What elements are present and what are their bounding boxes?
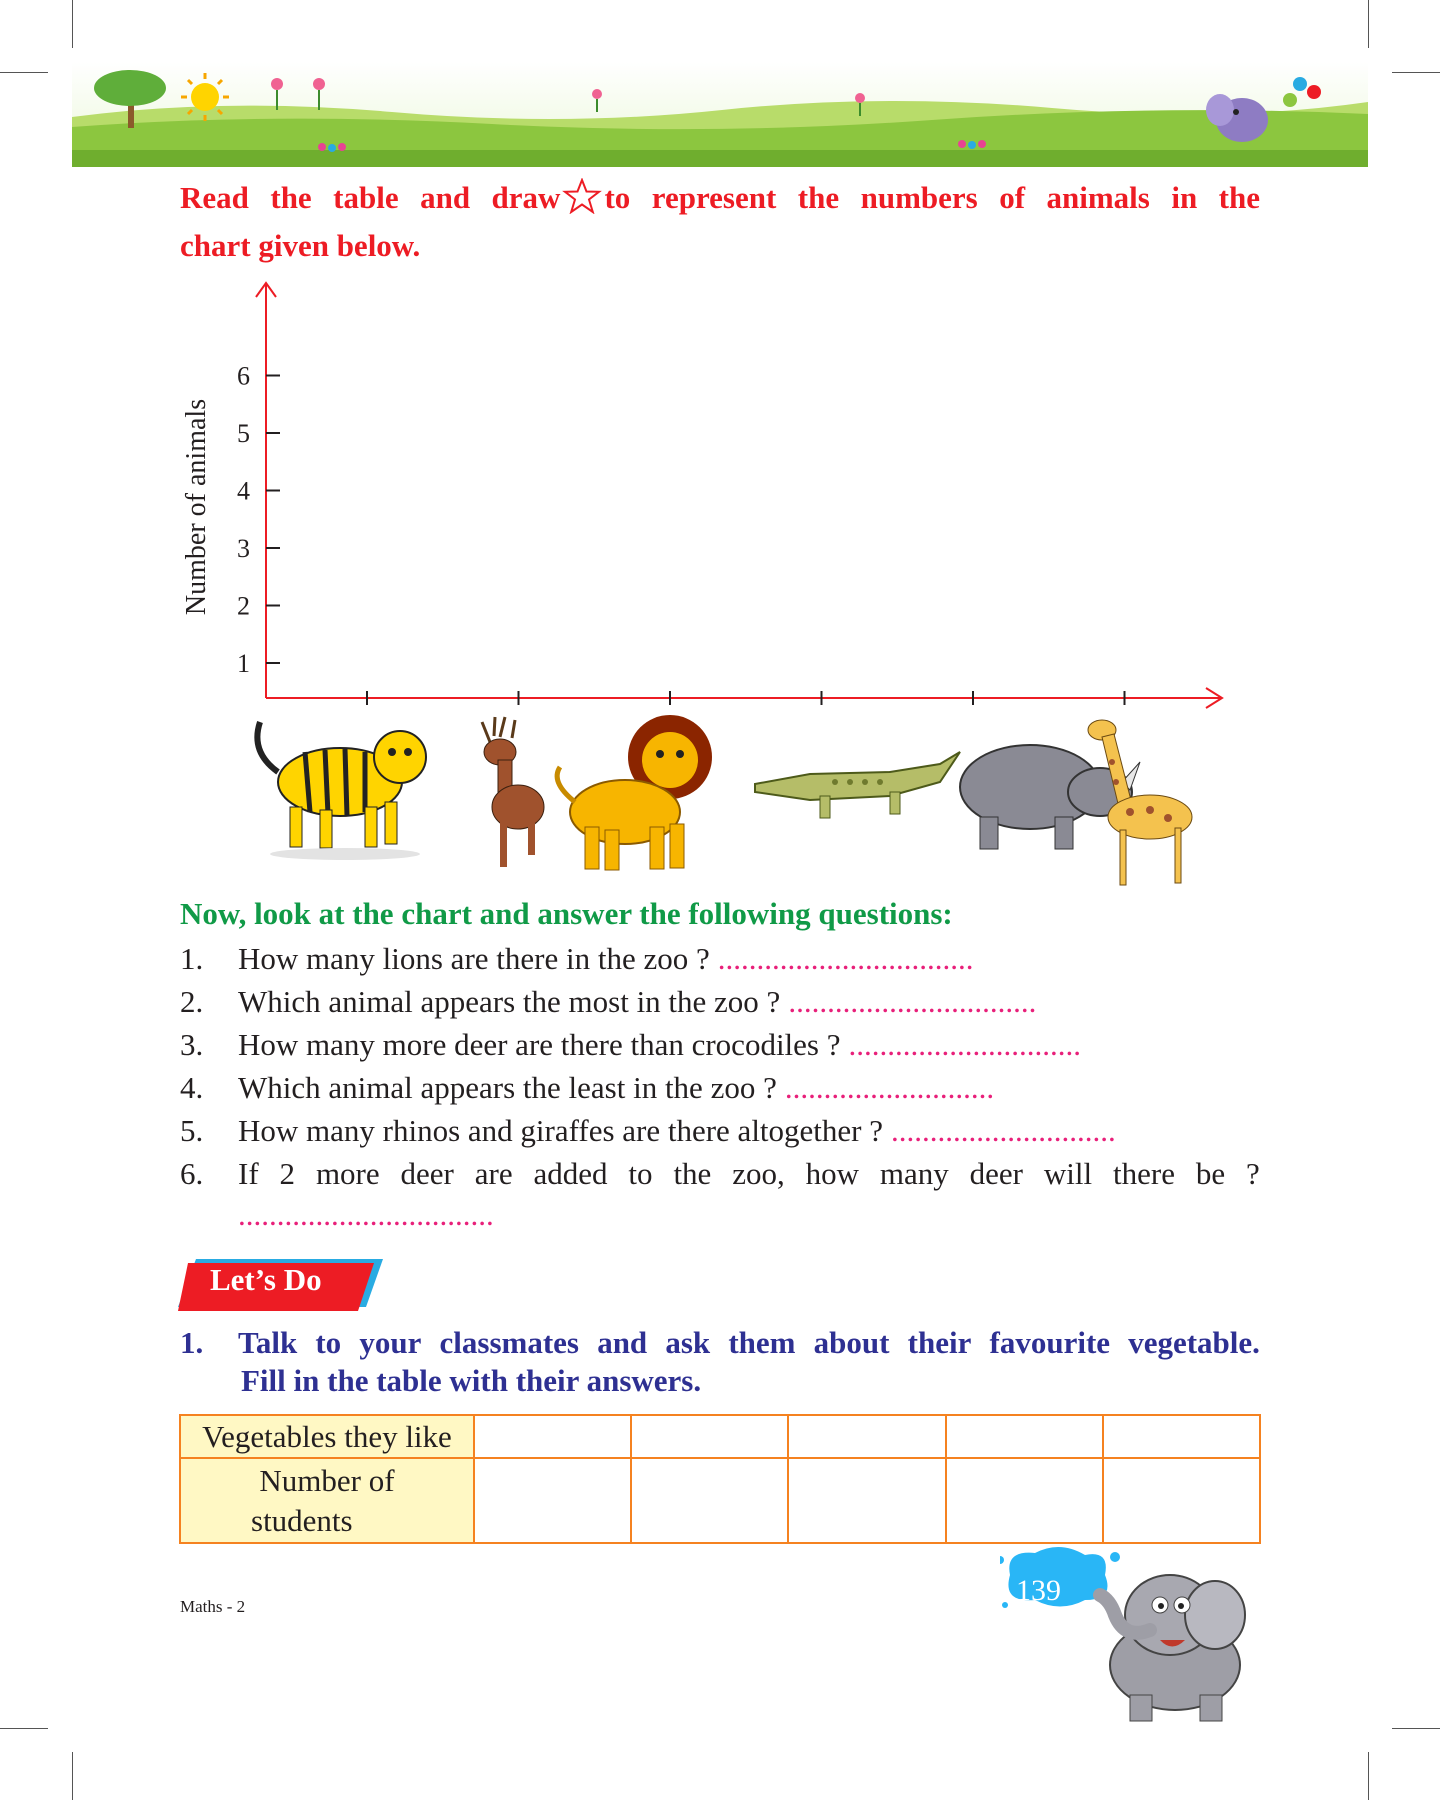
- word: deer: [400, 1156, 454, 1191]
- task-1: [180, 1324, 1260, 1400]
- word: and: [597, 1325, 648, 1360]
- table-cell[interactable]: [946, 1458, 1103, 1543]
- question-6: [180, 1152, 1260, 1195]
- question-2: [180, 980, 1260, 1023]
- question-number: 6.: [180, 1156, 204, 1191]
- answer-blank[interactable]: ...........................: [784, 1070, 995, 1105]
- word: the: [673, 1156, 712, 1191]
- lets-do-label: Let’s Do: [210, 1262, 322, 1297]
- word: about: [813, 1325, 890, 1360]
- answer-blank[interactable]: .............................: [891, 1113, 1116, 1148]
- tiger-picture: [257, 722, 426, 860]
- table-cell[interactable]: [946, 1415, 1103, 1458]
- crop-mark: [1392, 1728, 1440, 1729]
- question-number: 2.: [180, 984, 204, 1019]
- row-label-line-2: students: [251, 1502, 353, 1538]
- footer-book-title: Maths - 2: [180, 1597, 246, 1616]
- question-text: Which animal appears the least in the zoo ?: [238, 1070, 777, 1105]
- y-tick-label: 5: [237, 419, 250, 448]
- word: be: [1195, 1156, 1226, 1191]
- word: your: [359, 1325, 422, 1360]
- word: Talk: [238, 1325, 298, 1360]
- vegetable-table: [179, 1414, 1261, 1544]
- table-cell[interactable]: [474, 1415, 631, 1458]
- task-number: 1.: [180, 1325, 204, 1360]
- row-label-line-1: Number of: [259, 1462, 395, 1498]
- word: 2: [279, 1156, 296, 1191]
- word: there: [1113, 1156, 1175, 1191]
- word: their: [907, 1325, 972, 1360]
- crop-mark: [1368, 1752, 1369, 1800]
- word: to: [628, 1156, 653, 1191]
- question-text: How many more deer are there than crocodiles ?: [238, 1027, 841, 1062]
- word: many: [879, 1156, 949, 1191]
- instruction-part1: Read the table and draw: [180, 180, 561, 215]
- instruction-line-1: [180, 172, 1260, 224]
- word: to: [315, 1325, 342, 1360]
- y-axis-label: Number of animals: [181, 398, 212, 616]
- word: how: [805, 1156, 859, 1191]
- answer-blank[interactable]: ................................: [788, 984, 1037, 1019]
- word: classmates: [439, 1325, 580, 1360]
- word: zoo,: [732, 1156, 785, 1191]
- word: added: [533, 1156, 608, 1191]
- word: If: [238, 1156, 259, 1191]
- y-tick-label: 2: [237, 591, 250, 621]
- question-text: How many lions are there in the zoo ?: [238, 941, 710, 976]
- question-text: [238, 1152, 1260, 1195]
- animal-pictures: [250, 712, 1240, 892]
- word: more: [315, 1156, 380, 1191]
- answer-blank[interactable]: .................................: [717, 941, 974, 976]
- question-list: [180, 937, 1260, 1195]
- question-3: [180, 1023, 1260, 1066]
- table-cell[interactable]: [1103, 1458, 1260, 1543]
- question-number: 3.: [180, 1027, 204, 1062]
- crop-mark: [1392, 72, 1440, 73]
- question-text: How many rhinos and giraffes are there altogether ?: [238, 1113, 884, 1148]
- table-row: [180, 1415, 1260, 1458]
- word: favourite: [989, 1325, 1111, 1360]
- question-5: [180, 1109, 1260, 1152]
- word: will: [1043, 1156, 1093, 1191]
- y-tick-label: 3: [237, 534, 250, 563]
- question-1: [180, 937, 1260, 980]
- y-tick-label: 1: [237, 649, 250, 678]
- task-line-2: Fill in the table with their answers.: [241, 1363, 702, 1398]
- pictograph-chart: [170, 275, 1250, 715]
- crop-mark: [72, 0, 73, 48]
- instruction-part2: to represent the numbers of animals in the: [604, 180, 1260, 215]
- table-cell[interactable]: [631, 1415, 788, 1458]
- task-line-1: [238, 1324, 1260, 1362]
- lion-picture: [557, 715, 712, 870]
- elephant-mascot: [1000, 1545, 1270, 1725]
- crop-mark: [72, 1752, 73, 1800]
- row-label-vegetables: Vegetables they like: [180, 1415, 474, 1458]
- y-tick-label: 4: [237, 476, 250, 506]
- question-text: Which animal appears the most in the zoo ?: [238, 984, 781, 1019]
- word: ask: [665, 1325, 711, 1360]
- star-icon: [562, 178, 602, 214]
- crop-mark: [1368, 0, 1369, 48]
- word: vegetable.: [1128, 1325, 1260, 1360]
- table-cell[interactable]: [474, 1458, 631, 1543]
- table-cell[interactable]: [788, 1458, 945, 1543]
- table-cell[interactable]: [1103, 1415, 1260, 1458]
- question-number: 5.: [180, 1113, 204, 1148]
- header-banner: [72, 62, 1368, 167]
- crocodile-picture: [755, 752, 960, 818]
- page-number: 139: [1016, 1574, 1061, 1607]
- question-number: 4.: [180, 1070, 204, 1105]
- question-4: [180, 1066, 1260, 1109]
- questions-heading: Now, look at the chart and answer the following questions:: [180, 896, 953, 931]
- crop-mark: [0, 1728, 48, 1729]
- word: deer: [969, 1156, 1023, 1191]
- table-cell[interactable]: [788, 1415, 945, 1458]
- crop-mark: [0, 72, 48, 73]
- word: are: [474, 1156, 513, 1191]
- answer-blank[interactable]: ..............................: [848, 1027, 1082, 1062]
- deer-picture: [482, 717, 544, 867]
- answer-blank[interactable]: .................................: [238, 1197, 494, 1232]
- question-number: 1.: [180, 941, 204, 976]
- table-row: [180, 1458, 1260, 1543]
- y-tick-label: 6: [237, 361, 250, 391]
- word: them: [728, 1325, 796, 1360]
- table-cell[interactable]: [631, 1458, 788, 1543]
- instruction-line-2: chart given below.: [180, 228, 421, 263]
- row-label-students: [180, 1458, 474, 1543]
- word: ?: [1246, 1156, 1260, 1191]
